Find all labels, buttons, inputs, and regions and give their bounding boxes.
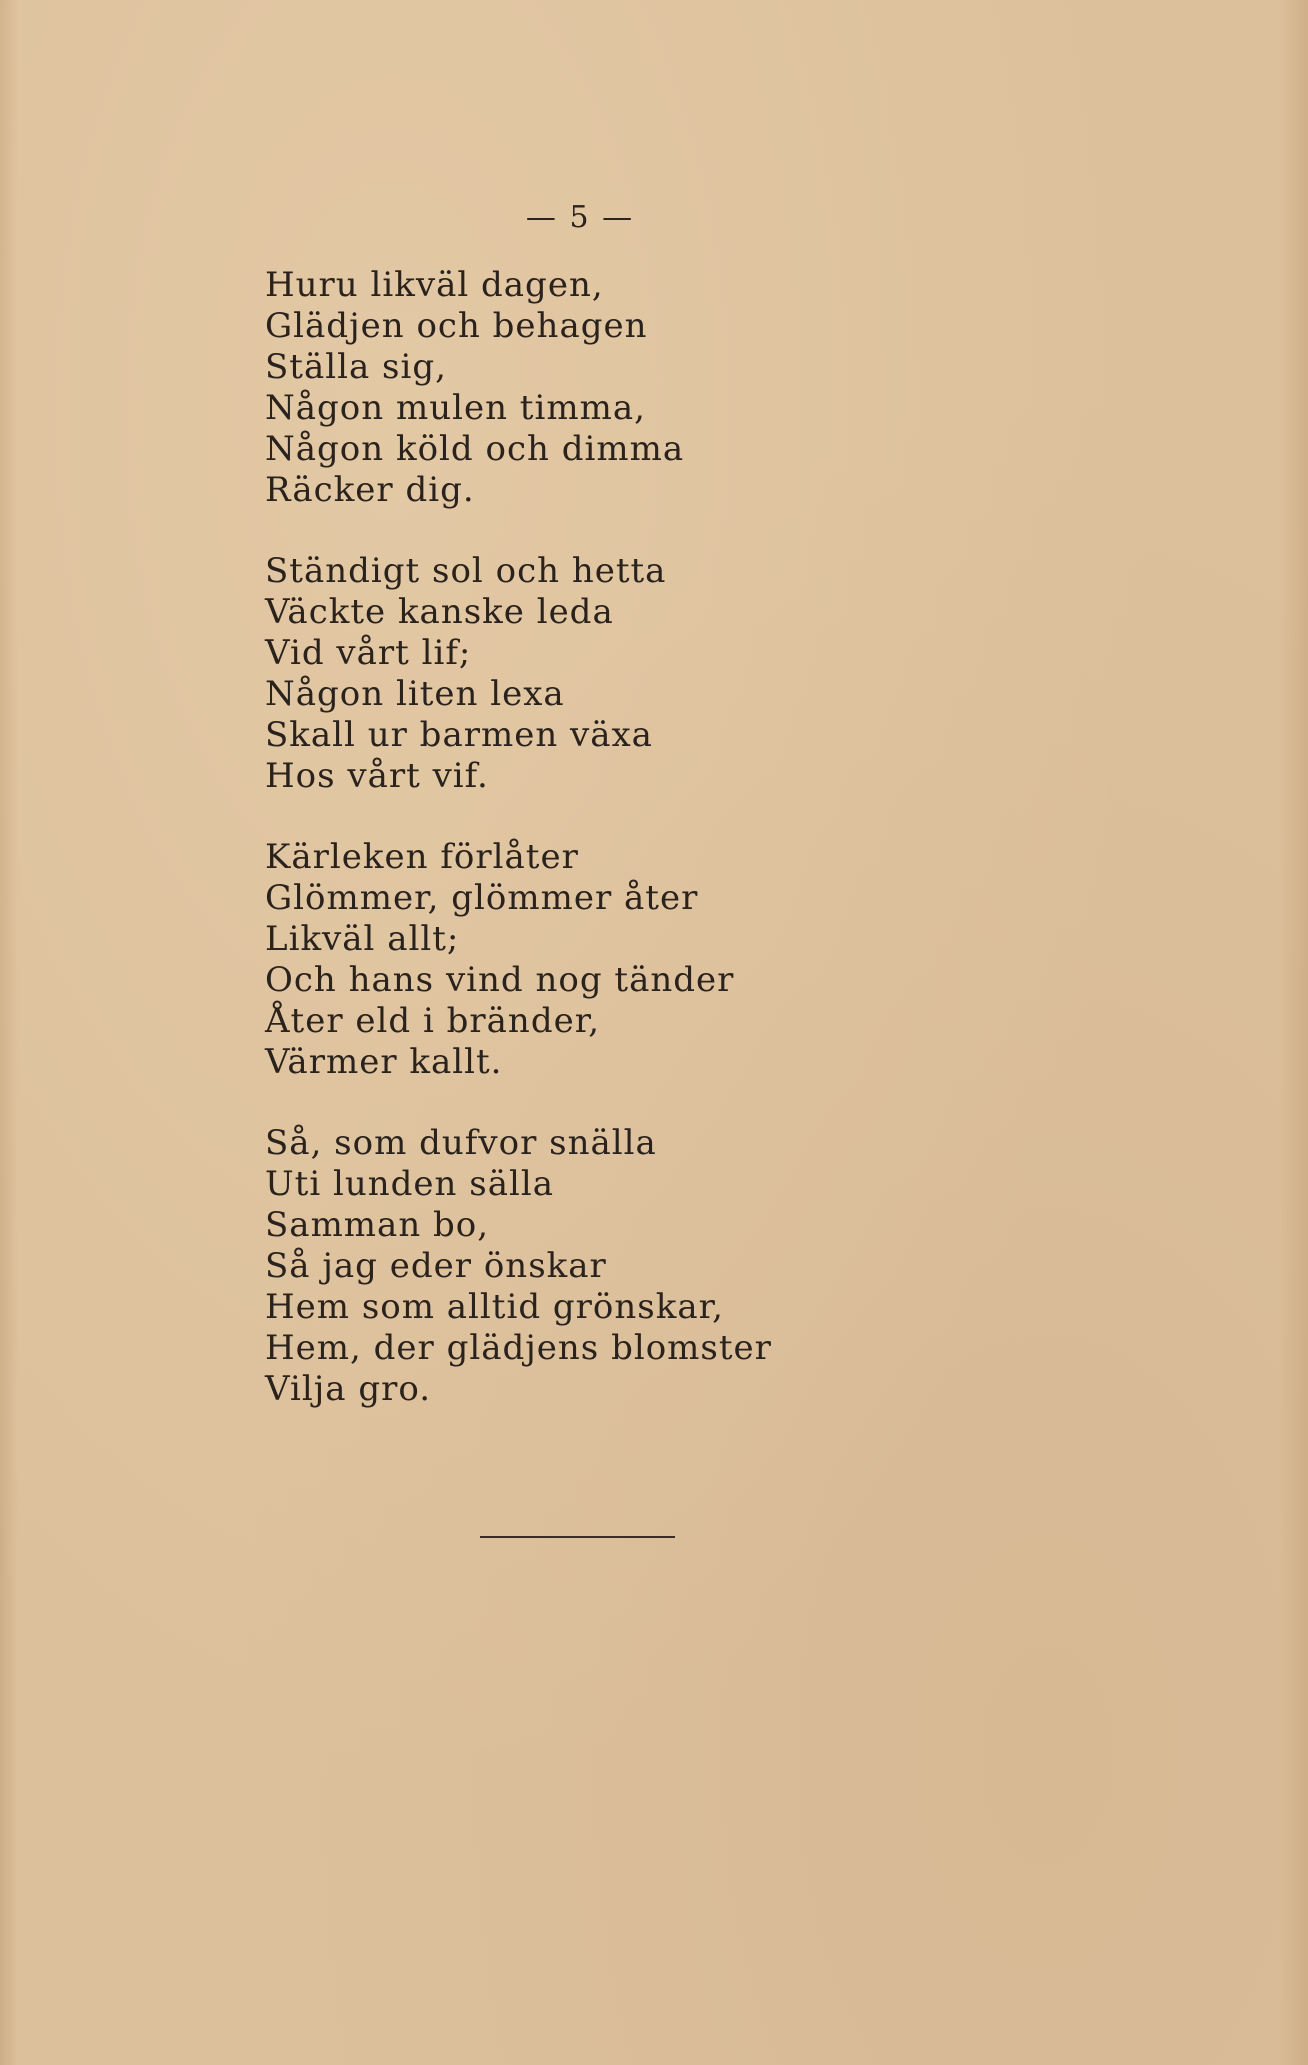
- poem-line: Och hans vind nog tänder: [265, 960, 735, 1000]
- poem-line: Någon mulen timma,: [265, 388, 646, 428]
- poem-line: Ställa sig,: [265, 347, 447, 387]
- poem-line: Huru likväl dagen,: [265, 265, 604, 305]
- poem-line: Ständigt sol och hetta: [265, 551, 667, 591]
- poem-line: Så, som dufvor snälla: [265, 1123, 657, 1163]
- poem-line: Glömmer, glömmer åter: [265, 878, 699, 918]
- stanza-2: [265, 551, 965, 797]
- end-rule: [480, 1536, 675, 1538]
- poem-line: Åter eld i bränder,: [265, 1001, 601, 1041]
- page-number: — 5 —: [525, 200, 635, 235]
- poem-line: Värmer kallt.: [265, 1042, 503, 1082]
- poem-line: Någon köld och dimma: [265, 429, 685, 469]
- stanza-1: [265, 265, 965, 511]
- poem-line: Hem, der glädjens blomster: [265, 1328, 772, 1368]
- poem-line: Likväl allt;: [265, 919, 460, 959]
- poem-line: Skall ur barmen växa: [265, 715, 653, 755]
- poem-line: Vid vårt lif;: [265, 633, 472, 673]
- poem-line: Väckte kanske leda: [265, 592, 614, 632]
- poem-line: Hem som alltid grönskar,: [265, 1287, 724, 1327]
- poem-line: Någon liten lexa: [265, 674, 565, 714]
- poem-line: Samman bo,: [265, 1205, 490, 1245]
- poem-line: Räcker dig.: [265, 470, 475, 510]
- poem-line: Så jag eder önskar: [265, 1246, 607, 1286]
- poem-line: Hos vårt vif.: [265, 756, 489, 796]
- stanza-3: [265, 837, 965, 1083]
- poem-line: Kärleken förlåter: [265, 837, 579, 877]
- poem-line: Glädjen och behagen: [265, 306, 648, 346]
- poem-line: Uti lunden sälla: [265, 1164, 554, 1204]
- poem-line: Vilja gro.: [265, 1369, 432, 1409]
- stanza-4: [265, 1123, 965, 1410]
- poem: [265, 265, 965, 1450]
